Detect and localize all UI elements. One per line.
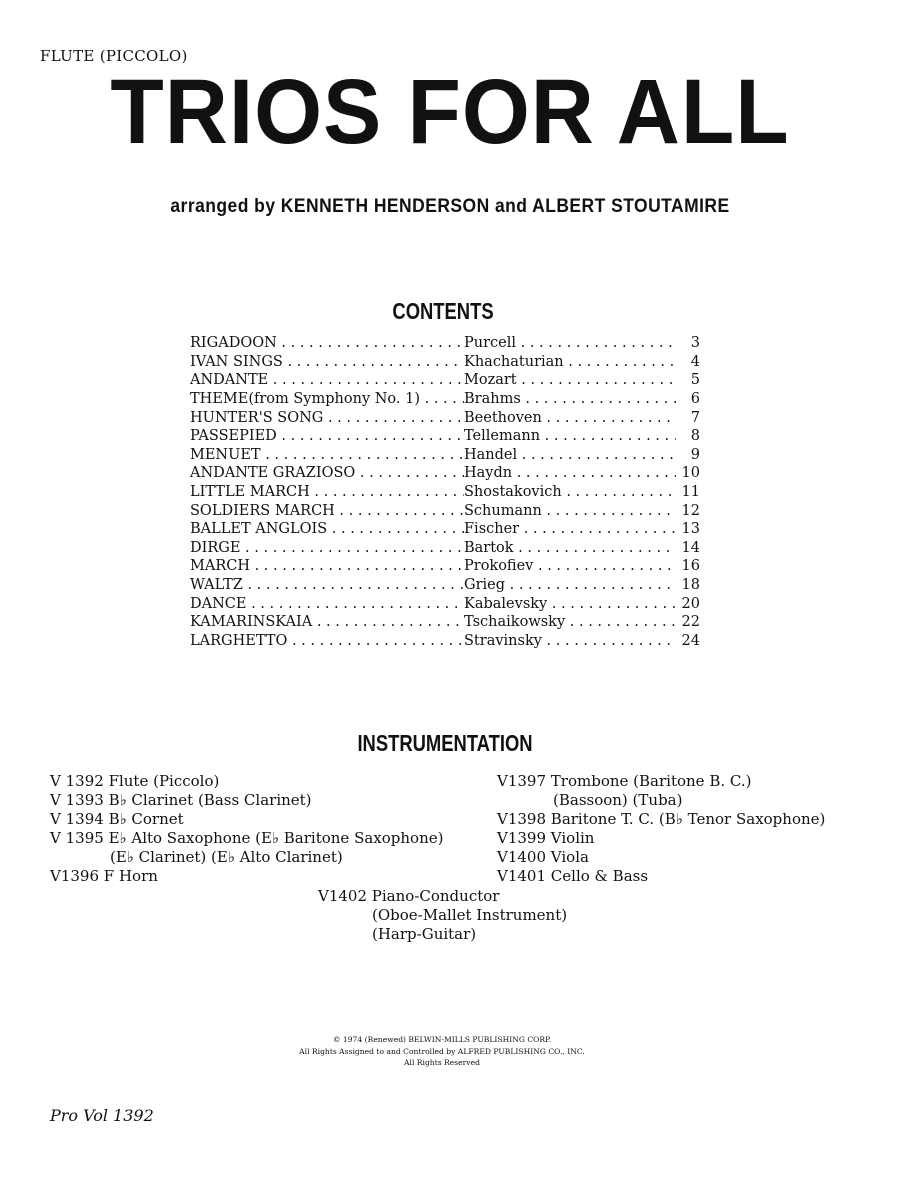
toc-title: HUNTER'S SONG . . . — [190, 410, 464, 426]
instrument-entry-continued: (Harp-Guitar) — [372, 925, 477, 943]
toc-page: 14 — [681, 539, 700, 556]
toc-page: 8 — [690, 428, 700, 445]
toc-composer: Prokofiev . . . — [464, 558, 676, 574]
list-item — [190, 613, 700, 632]
page-title: TRIOS FOR ALL — [110, 61, 790, 163]
toc-page: 11 — [681, 484, 700, 501]
list-item — [190, 557, 700, 576]
part-code: V1399 — [497, 829, 547, 847]
toc-page: 5 — [690, 372, 700, 389]
toc-page: 20 — [681, 595, 700, 612]
instrumentation-center-block — [318, 887, 567, 944]
list-item — [190, 464, 700, 483]
toc-title: WALTZ . . . — [190, 577, 464, 593]
instrument-entry — [50, 791, 443, 810]
part-name: Viola — [550, 848, 589, 866]
list-item — [190, 594, 700, 613]
toc-composer: Tschaikowsky . . . — [464, 614, 676, 630]
part-name: Cello & Bass — [550, 867, 649, 885]
instrument-entry — [497, 829, 825, 848]
part-code: V 1395 — [50, 829, 104, 847]
instrument-entry-continued: (E♭ Clarinet) (E♭ Alto Clarinet) — [110, 848, 343, 866]
toc-composer: Bartok . . . — [464, 540, 676, 556]
list-item — [190, 520, 700, 539]
toc-composer: Schumann . . . — [464, 503, 676, 519]
instrumentation-right-column — [497, 772, 825, 886]
part-code: V 1393 — [50, 791, 104, 809]
contents-list — [190, 334, 700, 650]
toc-composer: Beethoven . . . — [464, 410, 676, 426]
toc-title: RIGADOON . . . — [190, 335, 464, 351]
toc-composer: Khachaturian . . . — [464, 354, 676, 370]
list-item — [190, 408, 700, 427]
toc-page: 3 — [690, 335, 700, 352]
copyright-notice — [0, 1034, 884, 1069]
toc-title: MARCH . . . — [190, 558, 464, 574]
instrument-entry-continued: (Bassoon) (Tuba) — [553, 791, 683, 809]
instrument-entry — [497, 848, 825, 867]
toc-page: 7 — [690, 409, 700, 426]
instrument-entry — [50, 810, 443, 829]
toc-title: KAMARINSKAIA . . . — [190, 614, 464, 630]
part-code: V 1392 — [50, 772, 104, 790]
part-code: V1397 — [497, 772, 547, 790]
arrangers-credit: arranged by KENNETH HENDERSON and ALBERT STOUTAMIRE — [170, 196, 730, 217]
toc-composer: Kabalevsky . . . — [464, 596, 676, 612]
part-name: E♭ Alto Saxophone (E♭ Baritone Saxophone) — [108, 829, 444, 847]
instrument-entry — [497, 772, 825, 791]
toc-composer: Shostakovich . . . — [464, 484, 676, 500]
part-code: V1401 — [497, 867, 547, 885]
part-code: V 1394 — [50, 810, 104, 828]
toc-title: BALLET ANGLOIS . . . — [190, 521, 464, 537]
toc-title: LARGHETTO . . . — [190, 633, 464, 649]
toc-composer: Fischer . . . — [464, 521, 676, 537]
toc-title: PASSEPIED . . . — [190, 428, 464, 444]
part-name: B♭ Cornet — [108, 810, 184, 828]
toc-page: 22 — [681, 614, 700, 631]
instrument-entry — [50, 772, 443, 791]
copyright-line: All Rights Assigned to and Controlled by ALFRED PUBLISHING CO., INC. — [299, 1046, 585, 1056]
part-name: Piano-Conductor — [371, 887, 500, 905]
toc-page: 13 — [681, 521, 700, 538]
contents-heading: CONTENTS — [392, 298, 494, 324]
toc-composer: Stravinsky . . . — [464, 633, 676, 649]
toc-composer: Tellemann . . . — [464, 428, 676, 444]
toc-page: 12 — [681, 502, 700, 519]
toc-title: THEME(from Symphony No. 1) . . . — [190, 391, 464, 407]
list-item — [190, 576, 700, 595]
instrument-entry — [497, 867, 825, 886]
copyright-line: All Rights Reserved — [404, 1058, 480, 1067]
part-code: V1400 — [497, 848, 547, 866]
list-item — [190, 632, 700, 651]
list-item — [190, 371, 700, 390]
instrument-entry — [50, 867, 443, 886]
part-code: V1398 — [497, 810, 547, 828]
part-name: F Horn — [103, 867, 158, 885]
toc-page: 9 — [690, 446, 700, 463]
part-name: B♭ Clarinet (Bass Clarinet) — [108, 791, 312, 809]
instrument-entry-continued: (Oboe-Mallet Instrument) — [372, 906, 568, 924]
toc-composer: Purcell . . . — [464, 335, 676, 351]
toc-title: IVAN SINGS . . . — [190, 354, 464, 370]
instrumentation-left-column — [50, 772, 443, 886]
toc-page: 18 — [681, 577, 700, 594]
toc-composer: Mozart . . . — [464, 372, 676, 388]
list-item — [190, 446, 700, 465]
instrument-entry — [50, 829, 443, 848]
toc-page: 4 — [690, 353, 700, 370]
toc-title: MENUET . . . — [190, 447, 464, 463]
instrument-entry — [497, 810, 825, 829]
toc-composer: Grieg . . . — [464, 577, 676, 593]
toc-composer: Haydn . . . — [464, 465, 676, 481]
toc-composer: Handel . . . — [464, 447, 676, 463]
copyright-line: © 1974 (Renewed) BELWIN-MILLS PUBLISHING CORP. — [332, 1035, 552, 1044]
toc-title: SOLDIERS MARCH . . . — [190, 503, 464, 519]
instrument-label: FLUTE (PICCOLO) — [40, 47, 188, 65]
toc-page: 24 — [681, 632, 700, 649]
part-code: V1396 — [50, 867, 100, 885]
part-name: Baritone T. C. (B♭ Tenor Saxophone) — [550, 810, 826, 828]
list-item — [190, 334, 700, 353]
list-item — [190, 483, 700, 502]
toc-title: LITTLE MARCH . . . — [190, 484, 464, 500]
part-name: Flute (Piccolo) — [108, 772, 220, 790]
instrumentation-heading: INSTRUMENTATION — [357, 730, 533, 756]
list-item — [190, 501, 700, 520]
list-item — [190, 427, 700, 446]
part-code: V1402 — [318, 887, 368, 905]
list-item — [190, 353, 700, 372]
part-name: Violin — [550, 829, 595, 847]
instrument-entry — [318, 887, 567, 906]
toc-page: 16 — [681, 558, 700, 575]
toc-page: 6 — [690, 391, 700, 408]
toc-title: ANDANTE . . . — [190, 372, 464, 388]
list-item — [190, 539, 700, 558]
list-item — [190, 390, 700, 409]
toc-composer: Brahms . . . — [464, 391, 676, 407]
part-name: Trombone (Baritone B. C.) — [550, 772, 752, 790]
toc-title: ANDANTE GRAZIOSO . . . — [190, 465, 464, 481]
toc-title: DIRGE . . . — [190, 540, 464, 556]
toc-page: 10 — [681, 465, 700, 482]
toc-title: DANCE . . . — [190, 596, 464, 612]
catalog-number: Pro Vol 1392 — [50, 1106, 154, 1125]
